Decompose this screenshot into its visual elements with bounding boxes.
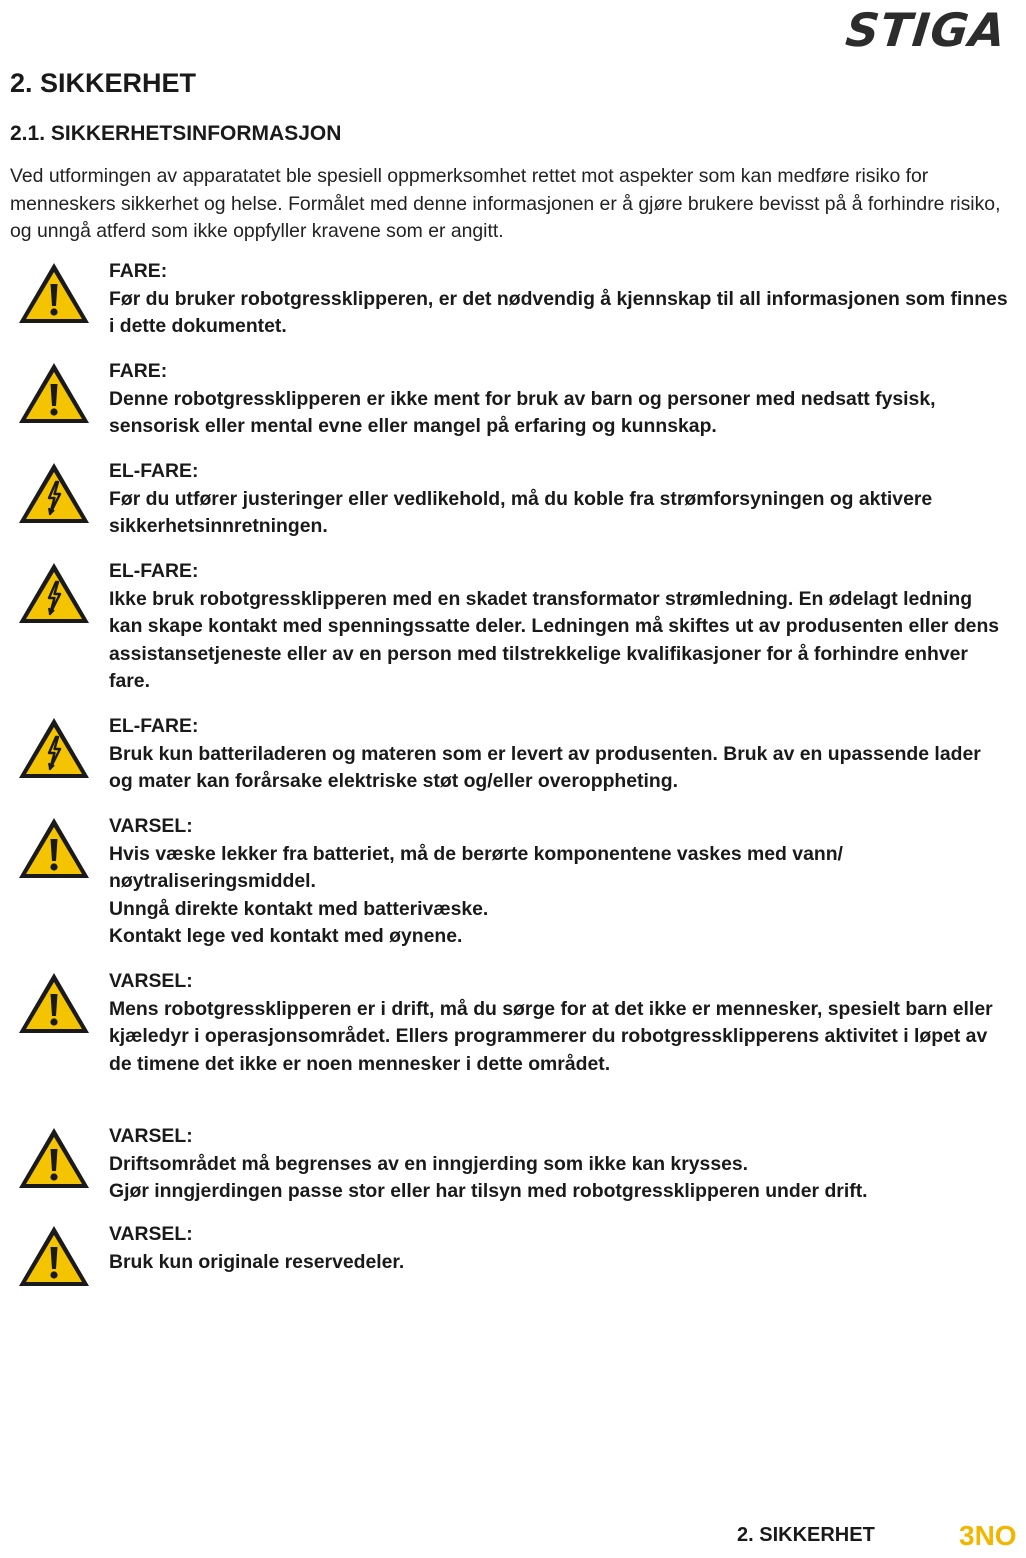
warning-line: Mens robotgressklipperen er i drift, må du sørge for at det ikke er mennesker, spesielt barn eller kjæledyr i operasjonsområdet. Ellers programmerer du robotgressklipperens aktivitet i løpet av de timene det ikke er noen mennesker i dette området. [109, 997, 993, 1075]
warning-label: VARSEL: [109, 1125, 193, 1147]
warning-item [0, 1221, 1026, 1289]
warning-exclamation-icon [0, 1221, 100, 1289]
warning-text [100, 358, 1026, 441]
warning-line: Ikke bruk robotgressklipperen med en skadet transformator strømledning. En ødelagt ledning kan skape kontakt med spenningssatte deler. Ledningen må skiftes ut av produsenten eller dens assistansetjeneste eller av en person med tilstrekkelige kvalifikasjoner for å forhindre enhver fare. [109, 587, 1000, 692]
warning-line: Bruk kun batteriladeren og materen som er levert av produsenten. Bruk av en upassende lader og mater kan forårsake elektriske støt og/eller overoppheting. [109, 742, 981, 792]
warning-text [100, 1123, 1026, 1206]
warning-label: VARSEL: [109, 970, 193, 992]
electric-hazard-icon [0, 713, 100, 781]
warning-label: EL-FARE: [109, 560, 199, 582]
warning-text [100, 968, 1026, 1078]
warning-label: FARE: [109, 360, 168, 382]
warning-line: Gjør inngjerdingen passe stor eller har tilsyn med robotgressklipperen under drift. [109, 1180, 868, 1202]
warning-label: FARE: [109, 260, 168, 282]
warning-item [0, 458, 1026, 541]
warning-item [0, 1123, 1026, 1206]
warning-line: Unngå direkte kontakt med batterivæske. [109, 897, 489, 920]
warning-text [100, 813, 1026, 951]
warning-exclamation-icon [0, 258, 100, 326]
subsection-heading: 2.1. SIKKERHETSINFORMASJON [10, 122, 342, 145]
warning-label: VARSEL: [109, 815, 193, 837]
page-number: 3NO [959, 1520, 1017, 1551]
warning-label: EL-FARE: [109, 460, 199, 482]
warning-text [100, 558, 1026, 696]
warning-text [100, 713, 1026, 796]
warning-line: Driftsområdet må begrenses av en inngjerding som ikke kan krysses. [109, 1152, 749, 1175]
warning-exclamation-icon [0, 1123, 100, 1191]
warning-item [0, 358, 1026, 441]
warning-label: VARSEL: [109, 1223, 193, 1245]
warning-exclamation-icon [0, 813, 100, 881]
electric-hazard-icon [0, 558, 100, 626]
warning-item [0, 558, 1026, 696]
warning-text [100, 1221, 1026, 1276]
warning-item [0, 813, 1026, 951]
logo-text: STIGA [843, 3, 1009, 57]
section-heading: 2. SIKKERHET [10, 68, 197, 98]
warning-line: Før du bruker robotgressklipperen, er det nødvendig å kjennskap til all informasjonen som finnes i dette dokumentet. [109, 287, 1008, 337]
warning-line: Hvis væske lekker fra batteriet, må de berørte komponentene vaskes med vann/ nøytraliseringsmiddel. [109, 842, 843, 892]
warning-item [0, 258, 1026, 341]
warning-line: Før du utfører justeringer eller vedlikehold, må du koble fra strømforsyningen og aktivere sikkerhetsinnretningen. [109, 487, 933, 537]
warning-line: Bruk kun originale reservedeler. [109, 1250, 405, 1273]
stiga-logo [830, 3, 1009, 57]
warning-item [0, 968, 1026, 1078]
warning-line: Denne robotgressklipperen er ikke ment for bruk av barn og personer med nedsatt fysisk, sensorisk eller mental evne eller mangel på erfaring og kunnskap. [109, 387, 936, 437]
warning-line: Kontakt lege ved kontakt med øynene. [109, 925, 463, 947]
warning-exclamation-icon [0, 968, 100, 1036]
intro-paragraph: Ved utformingen av apparatatet ble spesiell oppmerksomhet rettet mot aspekter som kan medføre risiko for menneskers sikkerhet og helse. Formålet med denne informasjonen er å gjøre brukere bevisst på å forhindre risiko, og unngå atferd som ikke oppfyller kravene som er angitt. [10, 165, 1001, 242]
footer-section-title: 2. SIKKERHET [737, 1524, 875, 1546]
warning-exclamation-icon [0, 358, 100, 426]
warning-text [100, 458, 1026, 541]
warning-item [0, 713, 1026, 796]
electric-hazard-icon [0, 458, 100, 526]
warning-text [100, 258, 1026, 341]
warning-label: EL-FARE: [109, 715, 199, 737]
